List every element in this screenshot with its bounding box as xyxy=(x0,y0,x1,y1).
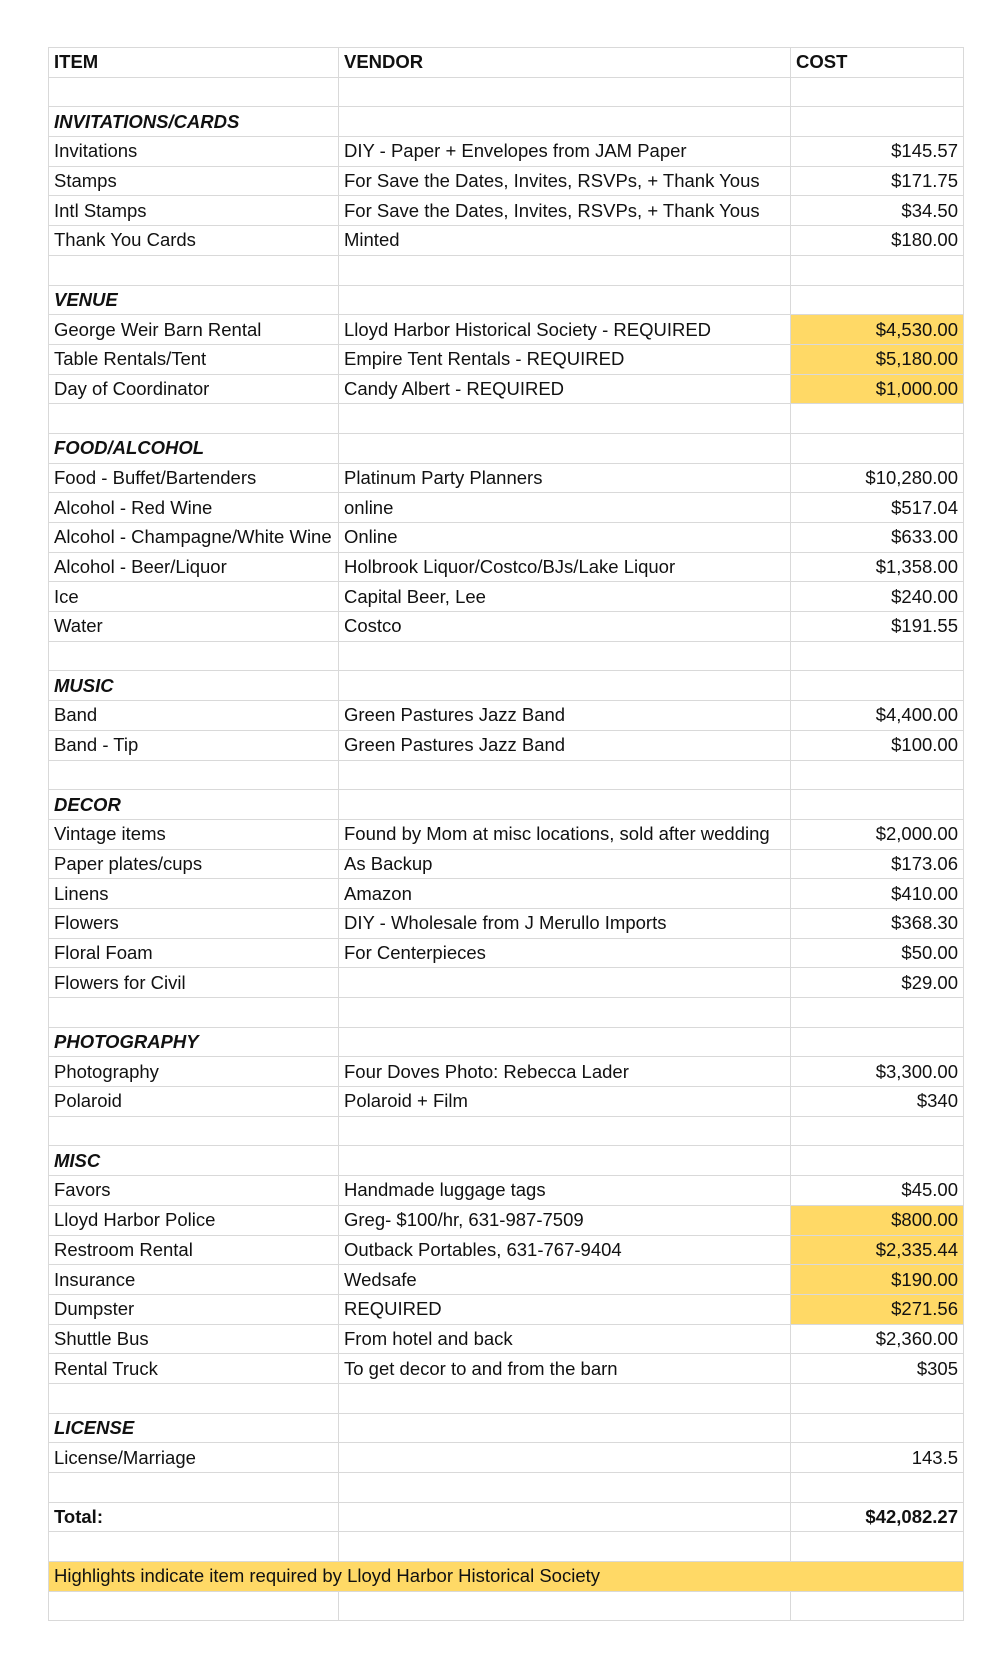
section-header-license xyxy=(49,1413,964,1443)
cell[interactable] xyxy=(791,1116,964,1146)
table-row xyxy=(49,819,964,849)
table-row xyxy=(49,1265,964,1295)
cell[interactable] xyxy=(49,1116,339,1146)
vendor-cell[interactable]: Candy Albert - REQUIRED xyxy=(339,374,791,404)
table-row xyxy=(49,1235,964,1265)
section-title[interactable]: DECOR xyxy=(49,790,339,820)
cost-cell[interactable]: $10,280.00 xyxy=(791,463,964,493)
item-cell[interactable]: Favors xyxy=(49,1176,339,1206)
vendor-cell[interactable]: To get decor to and from the barn xyxy=(339,1354,791,1384)
vendor-cell[interactable]: Minted xyxy=(339,226,791,256)
table-row xyxy=(49,701,964,731)
table-row xyxy=(49,344,964,374)
table-row xyxy=(49,1057,964,1087)
cost-cell[interactable]: $171.75 xyxy=(791,166,964,196)
cell[interactable] xyxy=(49,1591,339,1621)
cost-cell[interactable]: $4,400.00 xyxy=(791,701,964,731)
vendor-cell[interactable]: As Backup xyxy=(339,849,791,879)
item-cell[interactable]: George Weir Barn Rental xyxy=(49,315,339,345)
table-row xyxy=(49,552,964,582)
cost-cell[interactable]: $517.04 xyxy=(791,493,964,523)
blank-row xyxy=(49,255,964,285)
blank-row xyxy=(49,404,964,434)
vendor-cell[interactable] xyxy=(339,1443,791,1473)
cell[interactable] xyxy=(339,1027,791,1057)
blank-row xyxy=(49,760,964,790)
highlight-note-row xyxy=(49,1562,964,1592)
cell[interactable] xyxy=(791,285,964,315)
item-cell[interactable]: Table Rentals/Tent xyxy=(49,344,339,374)
cost-cell[interactable]: $2,000.00 xyxy=(791,819,964,849)
cell[interactable] xyxy=(791,1027,964,1057)
table-row xyxy=(49,137,964,167)
blank-row xyxy=(49,1473,964,1503)
table-row xyxy=(49,493,964,523)
item-cell[interactable]: Alcohol - Beer/Liquor xyxy=(49,552,339,582)
item-cell[interactable]: Flowers xyxy=(49,908,339,938)
table-row xyxy=(49,730,964,760)
item-cell[interactable]: Shuttle Bus xyxy=(49,1324,339,1354)
total-row xyxy=(49,1502,964,1532)
vendor-cell[interactable]: online xyxy=(339,493,791,523)
section-header-food xyxy=(49,433,964,463)
section-title[interactable]: LICENSE xyxy=(49,1413,339,1443)
table-row xyxy=(49,226,964,256)
section-header-invitations xyxy=(49,107,964,137)
item-cell[interactable]: Insurance xyxy=(49,1265,339,1295)
vendor-cell[interactable]: Capital Beer, Lee xyxy=(339,582,791,612)
vendor-cell[interactable]: Wedsafe xyxy=(339,1265,791,1295)
cost-cell-highlighted[interactable]: $2,335.44 xyxy=(791,1235,964,1265)
item-cell[interactable]: Food - Buffet/Bartenders xyxy=(49,463,339,493)
cost-cell-highlighted[interactable]: $800.00 xyxy=(791,1205,964,1235)
section-header-music xyxy=(49,671,964,701)
section-header-venue xyxy=(49,285,964,315)
cell[interactable] xyxy=(791,107,964,137)
cost-cell[interactable]: $145.57 xyxy=(791,137,964,167)
table-row xyxy=(49,315,964,345)
vendor-cell[interactable]: Lloyd Harbor Historical Society - REQUIRED xyxy=(339,315,791,345)
cell[interactable] xyxy=(791,1591,964,1621)
cost-cell-highlighted[interactable]: $1,000.00 xyxy=(791,374,964,404)
cost-cell[interactable]: $3,300.00 xyxy=(791,1057,964,1087)
vendor-cell[interactable] xyxy=(339,968,791,998)
cell[interactable] xyxy=(791,671,964,701)
cell[interactable] xyxy=(339,998,791,1028)
cell[interactable] xyxy=(339,433,791,463)
cell[interactable] xyxy=(339,77,791,107)
cost-cell[interactable]: $45.00 xyxy=(791,1176,964,1206)
vendor-cell[interactable]: For Save the Dates, Invites, RSVPs, + Thank Yous xyxy=(339,196,791,226)
item-cell[interactable]: Stamps xyxy=(49,166,339,196)
table-row xyxy=(49,374,964,404)
table-row xyxy=(49,582,964,612)
cost-cell[interactable]: $173.06 xyxy=(791,849,964,879)
cell[interactable] xyxy=(49,1473,339,1503)
cell[interactable] xyxy=(339,1413,791,1443)
vendor-cell[interactable]: Holbrook Liquor/Costco/BJs/Lake Liquor xyxy=(339,552,791,582)
cell[interactable] xyxy=(339,1502,791,1532)
cost-cell-highlighted[interactable]: $271.56 xyxy=(791,1294,964,1324)
item-cell[interactable]: Intl Stamps xyxy=(49,196,339,226)
cell[interactable] xyxy=(339,1383,791,1413)
table-row xyxy=(49,1205,964,1235)
cell[interactable] xyxy=(791,433,964,463)
header-row xyxy=(49,48,964,78)
cost-cell-highlighted[interactable]: $5,180.00 xyxy=(791,344,964,374)
item-cell[interactable]: License/Marriage xyxy=(49,1443,339,1473)
cell[interactable] xyxy=(791,1383,964,1413)
cell[interactable] xyxy=(339,641,791,671)
budget-spreadsheet xyxy=(48,47,964,1621)
cost-cell[interactable]: $340 xyxy=(791,1087,964,1117)
cell[interactable] xyxy=(339,1146,791,1176)
vendor-cell[interactable]: Green Pastures Jazz Band xyxy=(339,730,791,760)
item-cell[interactable]: Flowers for Civil xyxy=(49,968,339,998)
cost-cell[interactable]: $34.50 xyxy=(791,196,964,226)
cell[interactable] xyxy=(49,1532,339,1562)
header-vendor[interactable]: VENDOR xyxy=(339,48,791,78)
cost-cell[interactable]: $410.00 xyxy=(791,879,964,909)
header-item[interactable]: ITEM xyxy=(49,48,339,78)
total-label[interactable]: Total: xyxy=(49,1502,339,1532)
item-cell[interactable]: Alcohol - Champagne/White Wine xyxy=(49,523,339,553)
cell[interactable] xyxy=(791,255,964,285)
cost-cell[interactable]: $29.00 xyxy=(791,968,964,998)
vendor-cell[interactable]: Online xyxy=(339,523,791,553)
section-title[interactable]: FOOD/ALCOHOL xyxy=(49,433,339,463)
table-row xyxy=(49,1294,964,1324)
vendor-cell[interactable]: REQUIRED xyxy=(339,1294,791,1324)
cost-cell[interactable]: $191.55 xyxy=(791,612,964,642)
table-row xyxy=(49,523,964,553)
cost-cell[interactable]: $180.00 xyxy=(791,226,964,256)
item-cell[interactable]: Linens xyxy=(49,879,339,909)
section-title[interactable]: MUSIC xyxy=(49,671,339,701)
item-cell[interactable]: Thank You Cards xyxy=(49,226,339,256)
vendor-cell[interactable]: DIY - Wholesale from J Merullo Imports xyxy=(339,908,791,938)
cost-cell-highlighted[interactable]: $4,530.00 xyxy=(791,315,964,345)
total-value[interactable]: $42,082.27 xyxy=(791,1502,964,1532)
cell[interactable] xyxy=(791,1146,964,1176)
cell[interactable] xyxy=(49,404,339,434)
item-cell[interactable]: Lloyd Harbor Police xyxy=(49,1205,339,1235)
vendor-cell[interactable]: From hotel and back xyxy=(339,1324,791,1354)
cell[interactable] xyxy=(339,1116,791,1146)
cell[interactable] xyxy=(339,760,791,790)
cell[interactable] xyxy=(49,760,339,790)
header-cost[interactable]: COST xyxy=(791,48,964,78)
vendor-cell[interactable]: DIY - Paper + Envelopes from JAM Paper xyxy=(339,137,791,167)
cell[interactable] xyxy=(339,1591,791,1621)
vendor-cell[interactable]: For Save the Dates, Invites, RSVPs, + Thank Yous xyxy=(339,166,791,196)
item-cell[interactable]: Floral Foam xyxy=(49,938,339,968)
cell[interactable] xyxy=(49,998,339,1028)
cell[interactable] xyxy=(791,1473,964,1503)
cost-cell[interactable]: $633.00 xyxy=(791,523,964,553)
item-cell[interactable]: Photography xyxy=(49,1057,339,1087)
cost-cell[interactable]: $100.00 xyxy=(791,730,964,760)
vendor-cell[interactable]: Handmade luggage tags xyxy=(339,1176,791,1206)
item-cell[interactable]: Alcohol - Red Wine xyxy=(49,493,339,523)
item-cell[interactable]: Rental Truck xyxy=(49,1354,339,1384)
cell[interactable] xyxy=(339,790,791,820)
blank-row xyxy=(49,641,964,671)
cell[interactable] xyxy=(339,255,791,285)
cost-cell-highlighted[interactable]: $190.00 xyxy=(791,1265,964,1295)
cell[interactable] xyxy=(791,77,964,107)
blank-row xyxy=(49,77,964,107)
vendor-cell[interactable]: Platinum Party Planners xyxy=(339,463,791,493)
item-cell[interactable]: Restroom Rental xyxy=(49,1235,339,1265)
section-title[interactable]: MISC xyxy=(49,1146,339,1176)
cell[interactable] xyxy=(791,1532,964,1562)
vendor-cell[interactable]: Four Doves Photo: Rebecca Lader xyxy=(339,1057,791,1087)
item-cell[interactable]: Invitations xyxy=(49,137,339,167)
blank-row xyxy=(49,1116,964,1146)
cell[interactable] xyxy=(339,404,791,434)
table-row xyxy=(49,1324,964,1354)
cell[interactable] xyxy=(791,998,964,1028)
section-title[interactable]: PHOTOGRAPHY xyxy=(49,1027,339,1057)
cell[interactable] xyxy=(791,404,964,434)
cell[interactable] xyxy=(49,641,339,671)
item-cell[interactable]: Dumpster xyxy=(49,1294,339,1324)
cell[interactable] xyxy=(339,1473,791,1503)
cell[interactable] xyxy=(791,760,964,790)
section-header-misc xyxy=(49,1146,964,1176)
table-row xyxy=(49,1176,964,1206)
table-row xyxy=(49,1354,964,1384)
blank-row xyxy=(49,1383,964,1413)
table-row xyxy=(49,612,964,642)
cost-cell[interactable]: $305 xyxy=(791,1354,964,1384)
table-row xyxy=(49,166,964,196)
vendor-cell[interactable]: Costco xyxy=(339,612,791,642)
cost-cell[interactable]: 143.5 xyxy=(791,1443,964,1473)
table-row xyxy=(49,1443,964,1473)
blank-row xyxy=(49,1591,964,1621)
vendor-cell[interactable]: Green Pastures Jazz Band xyxy=(339,701,791,731)
section-title[interactable]: INVITATIONS/CARDS xyxy=(49,107,339,137)
item-cell[interactable]: Ice xyxy=(49,582,339,612)
cell[interactable] xyxy=(339,285,791,315)
cell[interactable] xyxy=(791,1413,964,1443)
item-cell[interactable]: Vintage items xyxy=(49,819,339,849)
vendor-cell[interactable]: Greg- $100/hr, 631-987-7509 xyxy=(339,1205,791,1235)
cost-cell[interactable]: $368.30 xyxy=(791,908,964,938)
cost-cell[interactable]: $240.00 xyxy=(791,582,964,612)
vendor-cell[interactable]: Amazon xyxy=(339,879,791,909)
cost-cell[interactable]: $2,360.00 xyxy=(791,1324,964,1354)
table-row xyxy=(49,968,964,998)
item-cell[interactable]: Band xyxy=(49,701,339,731)
section-title[interactable]: VENUE xyxy=(49,285,339,315)
item-cell[interactable]: Polaroid xyxy=(49,1087,339,1117)
table-row xyxy=(49,879,964,909)
section-header-decor xyxy=(49,790,964,820)
table-row xyxy=(49,849,964,879)
cell[interactable] xyxy=(791,641,964,671)
cell[interactable] xyxy=(339,671,791,701)
table-row xyxy=(49,463,964,493)
vendor-cell[interactable]: Empire Tent Rentals - REQUIRED xyxy=(339,344,791,374)
vendor-cell[interactable]: Polaroid + Film xyxy=(339,1087,791,1117)
cost-cell[interactable]: $50.00 xyxy=(791,938,964,968)
table-row xyxy=(49,938,964,968)
cell[interactable] xyxy=(49,1383,339,1413)
vendor-cell[interactable]: Found by Mom at misc locations, sold after wedding xyxy=(339,819,791,849)
cell[interactable] xyxy=(339,107,791,137)
vendor-cell[interactable]: For Centerpieces xyxy=(339,938,791,968)
cell[interactable] xyxy=(791,790,964,820)
blank-row xyxy=(49,998,964,1028)
blank-row xyxy=(49,1532,964,1562)
item-cell[interactable]: Paper plates/cups xyxy=(49,849,339,879)
section-header-photography xyxy=(49,1027,964,1057)
cell[interactable] xyxy=(339,1532,791,1562)
item-cell[interactable]: Band - Tip xyxy=(49,730,339,760)
table-row xyxy=(49,908,964,938)
item-cell[interactable]: Day of Coordinator xyxy=(49,374,339,404)
cell[interactable] xyxy=(49,77,339,107)
highlight-note[interactable]: Highlights indicate item required by Lloyd Harbor Historical Society xyxy=(49,1562,964,1592)
item-cell[interactable]: Water xyxy=(49,612,339,642)
cost-cell[interactable]: $1,358.00 xyxy=(791,552,964,582)
table-row xyxy=(49,1087,964,1117)
table-row xyxy=(49,196,964,226)
cell[interactable] xyxy=(49,255,339,285)
vendor-cell[interactable]: Outback Portables, 631-767-9404 xyxy=(339,1235,791,1265)
